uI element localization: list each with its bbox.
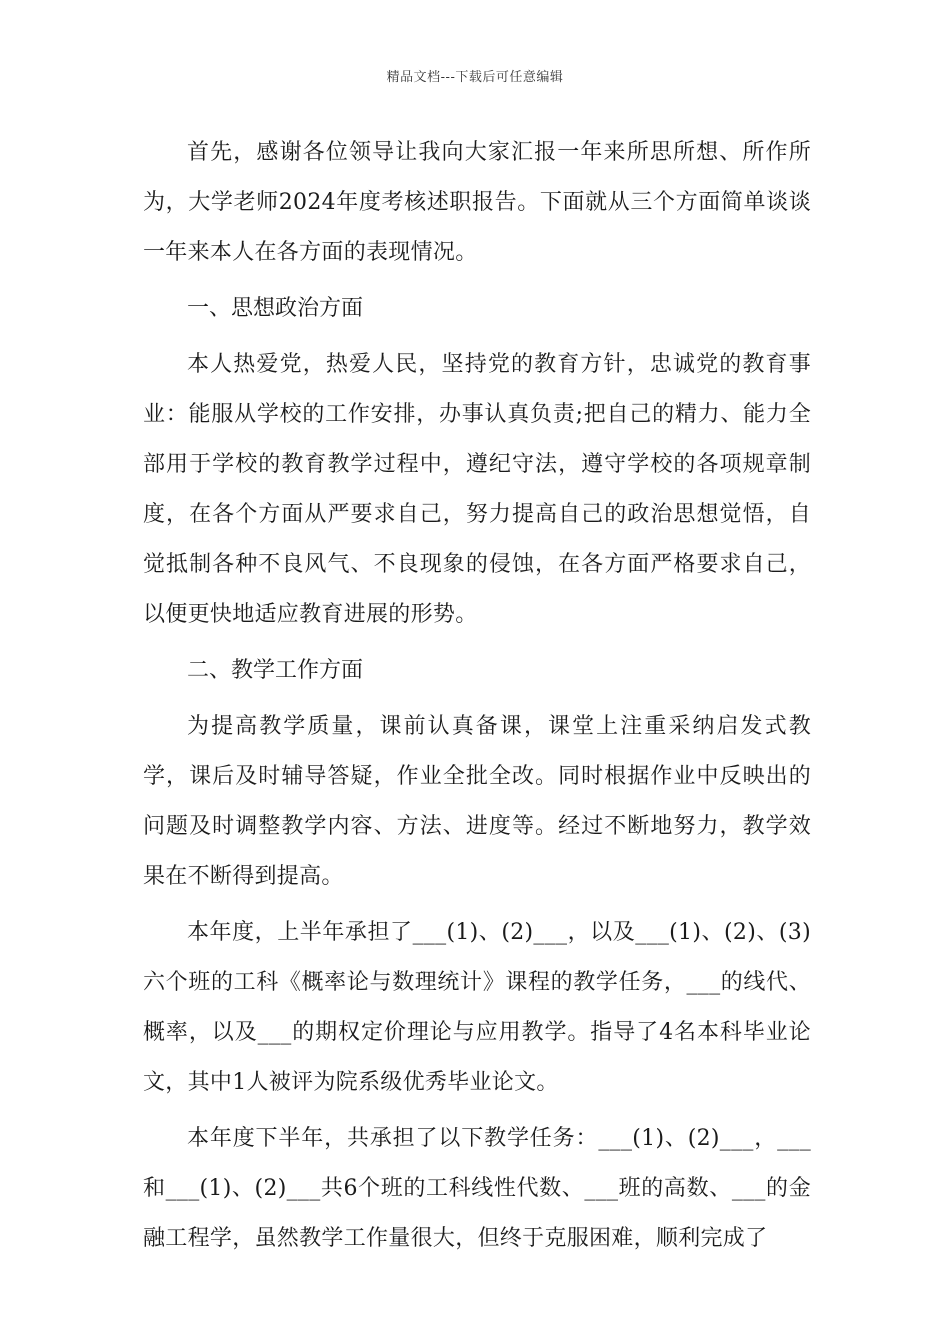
section-heading-politics: 一、思想政治方面 (187, 296, 364, 321)
teaching-paragraph-2: 本年度，上半年承担了___(1)、(2)___，以及___(1)、(2)、(3)六个班的工科《概率论与数理统计》课程的教学任务，___的线代、概率，以及___的期权定价理论与应用教学。指导了4名本科毕业论文，其中1人被评为院系级优秀毕业论文。 (143, 920, 811, 1095)
teaching-paragraph-3: 本年度下半年，共承担了以下教学任务：___(1)、(2)___，___和___(1)、(2)___共6个班的工科线性代数、___班的高数、___的金融工程学，虽然教学工作量很大，但终于克服困难，顺利完成了 (143, 1126, 811, 1251)
intro-paragraph: 首先，感谢各位领导让我向大家汇报一年来所思所想、所作所为，大学老师2024年度考核述职报告。下面就从三个方面简单谈谈一年来本人在各方面的表现情况。 (143, 140, 811, 265)
page-header: 精品文档---下载后可任意编辑 (386, 70, 564, 85)
document-body (143, 128, 811, 1264)
teaching-paragraph-1: 为提高教学质量，课前认真备课，课堂上注重采纳启发式教学，课后及时辅导答疑，作业全批全改。同时根据作业中反映出的问题及时调整教学内容、方法、进度等。经过不断地努力，教学效果在不断得到提高。 (143, 714, 811, 889)
section-heading-teaching: 二、教学工作方面 (187, 658, 364, 683)
politics-paragraph: 本人热爱党，热爱人民，坚持党的教育方针，忠诚党的教育事业：能服从学校的工作安排，办事认真负责;把自己的精力、能力全部用于学校的教育教学过程中，遵纪守法，遵守学校的各项规章制度，在各个方面从严要求自己，努力提高自己的政治思想觉悟，自觉抵制各种不良风气、不良现象的侵蚀，在各方面严格要求自己，以便更快地适应教育进展的形势。 (143, 352, 811, 627)
